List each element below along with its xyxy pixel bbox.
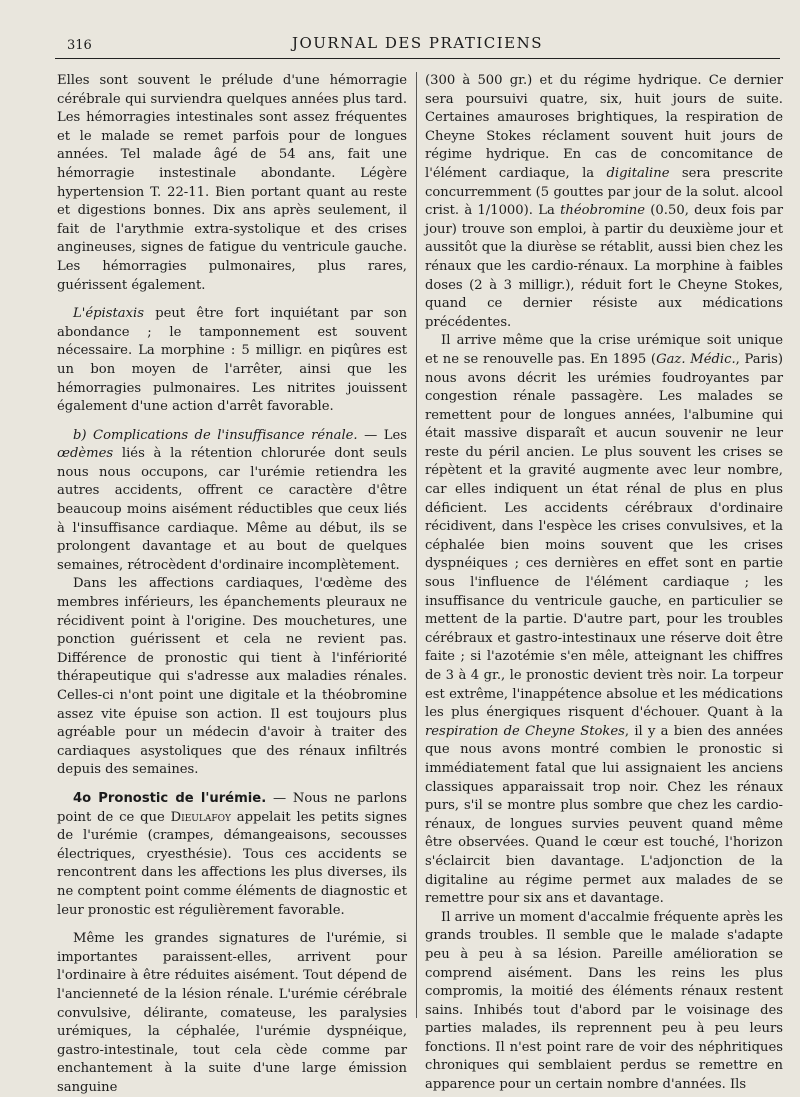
section-heading: 4o Pronostic de l'urémie. [73, 790, 267, 806]
paragraph-text: , il y a bien des années que nous avons montré combien le pronostic si immédiatement fatal que lui assignaient les anciens classiques apparaissait trop noir. Chez les rénaux purs, s'il se montre plus sombre que chez les cardio-rénaux, de longues survies peuvent quand même être observées. Quand le cœur est touché, l'horizon s'éclaircit bien davantage. L'adjonction de la digitaline au régime permet aux malades de se remettre pour six ans et davantage. [425, 723, 784, 907]
paragraph [425, 332, 783, 908]
paragraph-text: (300 à 500 gr.) et du régime hydrique. Ce dernier sera poursuivi quatre, six, huit jours de suite. Certaines amauroses brightiques, la respiration de Cheyne Stokes réclament souvent huit jours de régime hydrique. En cas de concomitance de l'élément cardiaque, la [425, 73, 783, 181]
paragraph: Il arrive un moment d'accalmie fréquente après les grands troubles. Il semble que le malade s'adapte peu à peu à sa lésion. Pareille amélioration se comprend aisément. Dans les reins les plus compromis, la moitié des éléments rénaux restent sains. Inhibés tout d'abord par le voisinage des parties malades, ils reprennent peu à peu leurs fonctions. Il n'est point rare de voir des néphritiques chroniques qui semblaient perdus se remettre en apparence pour un certain nombre d'années. Ils [425, 909, 783, 1093]
paragraph: Même les grandes signatures de l'urémie, si importantes paraissent-elles, arrivent pour l'ordinaire à être réduites aisément. Tout dépend de l'ancienneté de la lésion rénale. L'urémie cérébrale convulsive, délirante, comateuse, les paralysies urémiques, la céphalée, l'urémie dyspnéique, gastro-intestinale, tout cela cède comme par enchantement à la suite d'une large émission sanguine [57, 931, 407, 1095]
paragraph-text: — Nous ne parlons point de ce que [57, 790, 407, 825]
paragraph-text: sera prescrite concurremment (5 gouttes par jour de la solut. alcool crist. à 1/1000). La [425, 165, 783, 219]
citation: Gaz. Médic. [656, 351, 736, 367]
paragraph [425, 72, 783, 332]
paragraph-text: , Paris) nous avons décrit les urémies foudroyantes par congestion rénale passagère. Les malades se remettent pour de longues années, l'albumine qui était massive disparaît et aucun souvenir ne leur reste du péril ancien. Le plus souvent les crises se répètent et la gravité augmente avec leur nombre, car elles indiquent un état rénal de plus en plus déficient. Les accidents cérébraux d'ordinaire récidivent, dans l'espèce les crises convulsives, et la céphalée bien moins souvent que les crises dyspnéiques ; ces dernières en effet sont en partie sous l'influence de l'élément cardiaque ; les insuffisance du ventricule gauche, en particulier se mettent de la partie. D'autre part, pour les troubles cérébraux et gastro-intestinaux une réserve doit être faite ; si l'azotémie s'en mêle, atteignant les chiffres de 3 à 4 gr., le pronostic devient très noir. La torpeur est extrême, l'inappétence absolue et les médications les plus énergiques risquent d'échouer. Quant à la [425, 351, 783, 721]
subsection-paragraph [57, 427, 407, 576]
left-column [57, 72, 407, 1095]
italic-term: L'épistaxis [73, 306, 144, 322]
italic-term: œdèmes [57, 446, 114, 462]
running-title: JOURNAL DES PRATICIENS [291, 34, 544, 52]
column-divider [416, 72, 417, 1018]
paragraph-text: liés à la rétention chlorurée dont seuls nous nous occupons, car l'urémie retiendra les autres accidents, offrent ce caractère d'être beaucoup moins aisément réductibles que ceux liés à l'insuffisance cardiaque. Même au début, ils se prolongent davantage et au bout de quelques semaines, rétrocèdent d'ordinaire incomplètement. [57, 446, 407, 573]
paragraph [57, 305, 407, 417]
paragraph-text: appelait les petits signes de l'urémie (crampes, démangeaisons, secousses électriques, cryesthésie). Tous ces accidents se rencontrent dans les affections les plus diverses, ils ne comptent point comme éléments de diagnostic et leur pronostic est régulièrement favorable. [57, 809, 407, 918]
right-column [425, 72, 784, 1093]
page-number: 316 [67, 38, 92, 53]
author-name: Dieulafoy [170, 809, 231, 825]
paragraph-text: peut être fort inquiétant par son abondance ; le tamponnement est souvent nécessaire. La morphine : 5 milligr. en piqûres est un bon moyen de l'arrêter, ainsi que les hémorragies pulmonaires. Les nitrites jouissent également d'une action d'arrêt favorable. [57, 306, 407, 415]
paragraph: Elles sont souvent le prélude d'une hémorragie cérébrale qui surviendra quelques années plus tard. Les hémorragies intestinales sont assez fréquentes et le malade se remet parfois pour de longues années. Tel malade âgé de 54 ans, fait une hémorragie instestinale abondante. Légère hypertension T. 22-11. Bien portant quant au reste et digestions bonnes. Dix ans après seulement, il fait de l'arythmie extra-systolique et des crises angineuses, signes de fatigue du ventricule gauche. Les hémorragies pulmonaires, plus rares, guérissent également. [57, 73, 407, 293]
paragraph: Dans les affections cardiaques, l'œdème des membres inférieurs, les épanchements pleuraux ne récidivent point à l'origine. Des mouchetures, une ponction guérissent et cela ne revient pas. Différence de pronostic qui tient à l'infériorité thérapeutique qui s'adresse aux maladies rénales. Celles-ci n'ont point une digitale et la théobromine assez vite épuise son action. Il est toujours plus agréable pour un médecin d'avoir à traiter des cardiaques asystoliques que des rénaux infiltrés depuis des semaines. [57, 576, 407, 778]
italic-term: théobromine [560, 203, 646, 219]
section-paragraph [57, 790, 407, 920]
page-header [55, 32, 780, 59]
paragraph-text: Il arrive même que la crise urémique soit unique et ne se renouvelle pas. En 1895 ( [425, 333, 783, 367]
paragraph-text: (0.50, deux fois par jour) trouve son emploi, à partir du deuxième jour et aussitôt que la diurèse se rétablit, aussi bien chez les rénaux que les cardio-rénaux. La morphine à faibles doses (2 à 3 milligr.), réduit fort le Cheyne Stokes, quand ce dernier résiste aux médications précédentes. [425, 203, 783, 330]
subsection-heading: b) Complications de l'insuffisance rénale. [73, 427, 358, 443]
paragraph-text: — Les [357, 427, 407, 443]
italic-term: digitaline [606, 165, 670, 181]
italic-term: respiration de Cheyne Stokes [425, 723, 625, 739]
